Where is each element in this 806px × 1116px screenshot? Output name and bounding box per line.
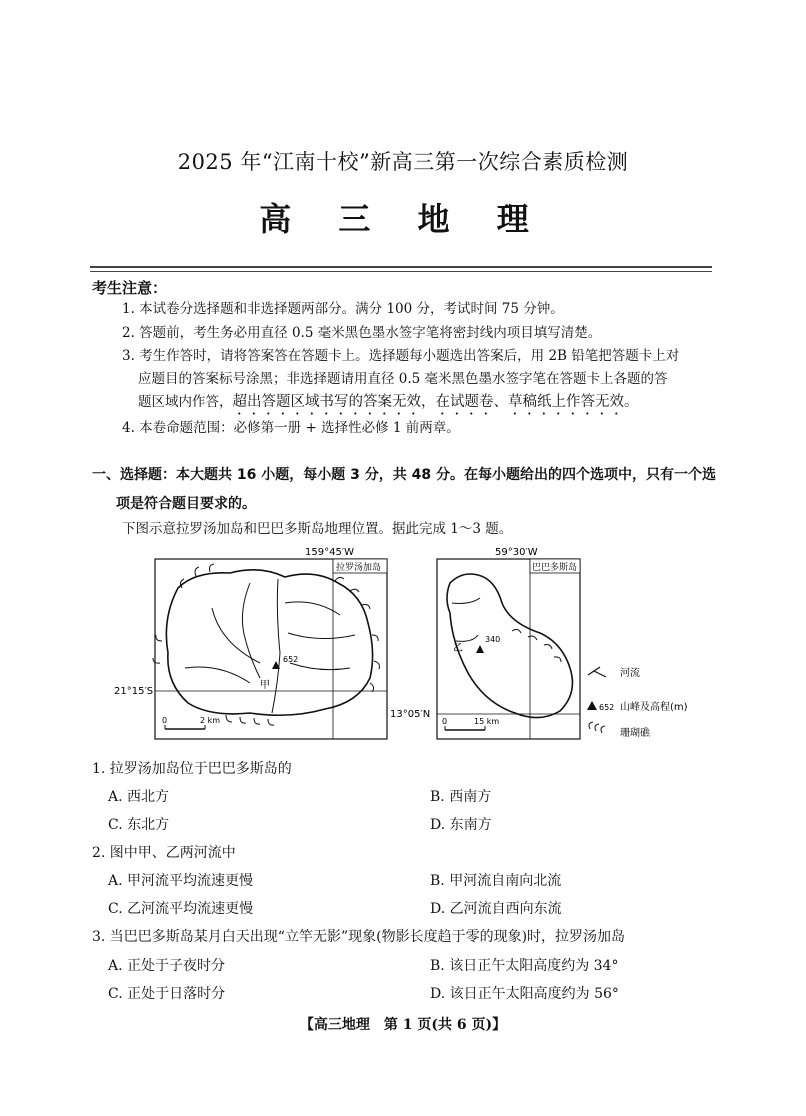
legend-reef: 珊瑚礁	[620, 728, 650, 739]
legend-peak-value: 652	[599, 703, 615, 712]
subject-title: 高 三 地 理	[259, 200, 547, 238]
river-legend-icon	[588, 667, 606, 677]
reef-legend-icon	[589, 722, 605, 733]
barbados-longitude: 59°30′W	[495, 547, 538, 558]
notice-item-4: 4. 本卷命题范围：必修第一册 + 选择性必修 1 前两章。	[122, 420, 460, 436]
rarotonga-peak-elevation: 652	[283, 655, 299, 664]
section-heading	[92, 461, 722, 519]
question-1-option-d: D. 东南方	[430, 817, 492, 833]
rarotonga-scale-zero: 0	[162, 716, 168, 725]
notice-item-3-cont: 应题目的答案标号涂黑；非选择题请用直径 0.5 毫米黑色墨水签字笔在答题卡上各题的答	[138, 371, 668, 387]
question-1-option-b: B. 西南方	[430, 789, 492, 805]
question-2-option-c: C. 乙河流平均流速更慢	[108, 901, 254, 917]
question-3-option-d: D. 该日正午太阳高度约为 56°	[430, 986, 619, 1002]
barbados-peak-elevation: 340	[485, 635, 501, 644]
question-3-option-a: A. 正处于子夜时分	[108, 958, 226, 974]
map-legend	[587, 666, 688, 739]
island-maps	[100, 543, 710, 748]
barbados-scale-zero: 0	[442, 717, 448, 726]
question-2-stem: 2. 图中甲、乙两河流中	[92, 845, 236, 861]
question-2-option-a: A. 甲河流平均流速更慢	[108, 873, 254, 889]
section-line-1: 一、选择题：本大题共 16 小题，每小题 3 分，共 48 分。在每小题给出的四个选项中，只有一个选	[92, 467, 716, 483]
notice-item-3-tail: 题区域内作答，	[138, 394, 233, 410]
divider-thick	[90, 266, 712, 268]
question-2-option-b: B. 甲河流自南向北流	[430, 873, 562, 889]
peak-legend-icon	[587, 701, 597, 710]
rarotonga-name: 拉罗汤加岛	[336, 563, 382, 573]
notice-item-3-cont2	[138, 390, 718, 418]
question-3-option-b: B. 该日正午太阳高度约为 34°	[430, 958, 619, 974]
exam-title: 2025 年“江南十校”新高三第一次综合素质检测	[177, 150, 629, 174]
barbados-name: 巴巴多斯岛	[532, 563, 578, 573]
section-line-2: 项是符合题目要求的。	[116, 496, 256, 512]
notice-item-2: 2. 答题前，考生务必用直径 0.5 毫米黑色墨水签字笔将密封线内项目填写清楚。	[122, 325, 602, 341]
legend-river: 河流	[620, 668, 640, 679]
rarotonga-latitude: 21°15′S	[114, 686, 154, 697]
barbados-scale: 15 km	[474, 717, 500, 726]
barbados-latitude: 13°05′N	[390, 709, 431, 720]
legend-peak: 山峰及高程(m)	[620, 702, 688, 713]
notice-heading: 考生注意：	[92, 279, 168, 297]
question-2-option-d: D. 乙河流自西向东流	[430, 901, 562, 917]
divider-thin	[90, 271, 712, 272]
notice-item-3: 3. 考生作答时，请将答案答在答题卡上。选择题每小题选出答案后，用 2B 铅笔把答题卡上对	[122, 348, 680, 364]
notice-emphasis: 超出答题区域书写的答案无效，在试题卷、草稿纸上作答无效。	[232, 394, 639, 410]
question-1-option-c: C. 东北方	[108, 817, 170, 833]
river-yi-label: 乙	[453, 643, 463, 654]
question-1-stem: 1. 拉罗汤加岛位于巴巴多斯岛的	[92, 761, 292, 777]
question-3-option-c: C. 正处于日落时分	[108, 986, 226, 1002]
page-footer: 【高三地理 第 1 页(共 6 页)】	[299, 1017, 507, 1033]
map-intro: 下图示意拉罗汤加岛和巴巴多斯岛地理位置。据此完成 1～3 题。	[122, 521, 513, 537]
rarotonga-map	[114, 547, 387, 739]
rarotonga-longitude: 159°45′W	[305, 547, 354, 558]
barbados-map	[390, 547, 580, 739]
question-1-option-a: A. 西北方	[108, 789, 170, 805]
rarotonga-scale: 2 km	[200, 716, 221, 725]
question-3-stem: 3. 当巴巴多斯岛某月白天出现“立竿无影”现象(物影长度趋于零的现象)时，拉罗汤加岛	[92, 929, 626, 945]
notice-item-1: 1. 本试卷分选择题和非选择题两部分。满分 100 分，考试时间 75 分钟。	[122, 301, 564, 317]
river-jia-label: 甲	[260, 680, 270, 691]
